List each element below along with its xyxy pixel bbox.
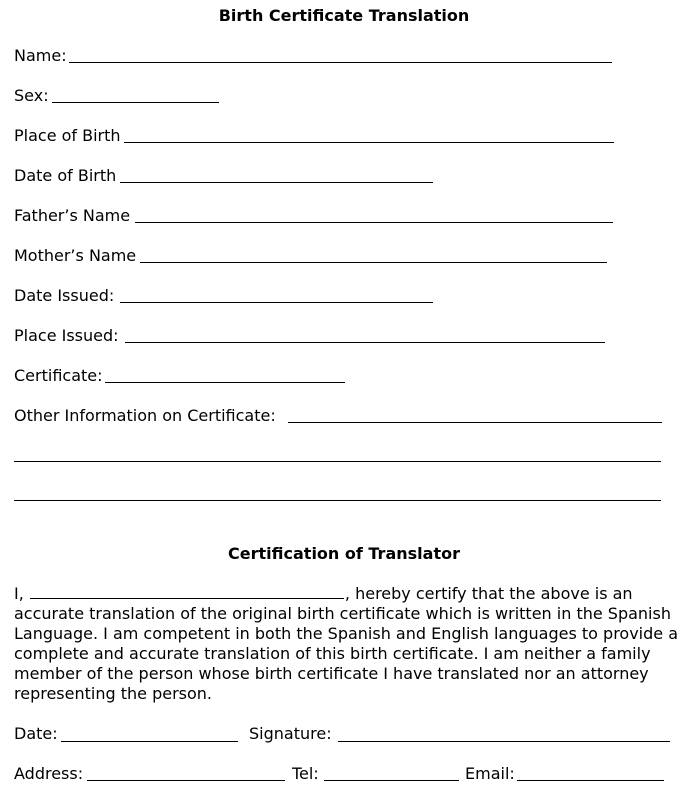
place-of-birth-label: Place of Birth	[14, 126, 121, 145]
fathers-name-field-line[interactable]	[135, 222, 613, 223]
tel-field-line[interactable]	[324, 780, 459, 781]
signature-field-line[interactable]	[338, 741, 670, 742]
address-label: Address:	[14, 764, 84, 783]
sex-field-line[interactable]	[52, 102, 219, 103]
fathers-name-label: Father’s Name	[14, 206, 131, 225]
email-field-line[interactable]	[517, 780, 664, 781]
name-field-line[interactable]	[69, 62, 612, 63]
certification-intro: I,	[14, 584, 24, 603]
other-information-label: Other Information on Certificate:	[14, 406, 276, 425]
document-title: Birth Certificate Translation	[218, 6, 470, 25]
date-field-line[interactable]	[61, 741, 238, 742]
signature-label: Signature:	[249, 724, 332, 743]
email-label: Email:	[465, 764, 515, 783]
other-information-extra-line-2[interactable]	[14, 500, 661, 501]
tel-label: Tel:	[292, 764, 319, 783]
date-issued-label: Date Issued:	[14, 286, 115, 305]
other-information-extra-line-1[interactable]	[14, 461, 661, 462]
certification-statement-text: , hereby certify that the above is an accurate translation of the original birth certificate which is written in the Spanish Language. I am competent in both the Spanish and English languages to provide a complete and accurate translation of this birth certificate. I am neither a family member of the person whose birth certificate I have translated nor an attorney representing the person.	[14, 584, 679, 703]
date-label: Date:	[14, 724, 58, 743]
date-issued-field-line[interactable]	[120, 302, 433, 303]
translator-name-line[interactable]	[30, 584, 344, 599]
mothers-name-label: Mother’s Name	[14, 246, 137, 265]
mothers-name-field-line[interactable]	[140, 262, 607, 263]
place-issued-field-line[interactable]	[125, 342, 605, 343]
other-information-field-line[interactable]	[288, 422, 662, 423]
place-issued-label: Place Issued:	[14, 326, 119, 345]
date-of-birth-label: Date of Birth	[14, 166, 117, 185]
certificate-field-line[interactable]	[105, 382, 345, 383]
certification-statement	[14, 584, 679, 704]
name-label: Name:	[14, 46, 67, 65]
sex-label: Sex:	[14, 86, 49, 105]
address-field-line[interactable]	[87, 780, 285, 781]
certificate-label: Certificate:	[14, 366, 103, 385]
certification-heading: Certification of Translator	[228, 544, 460, 563]
date-of-birth-field-line[interactable]	[120, 182, 433, 183]
place-of-birth-field-line[interactable]	[124, 142, 614, 143]
